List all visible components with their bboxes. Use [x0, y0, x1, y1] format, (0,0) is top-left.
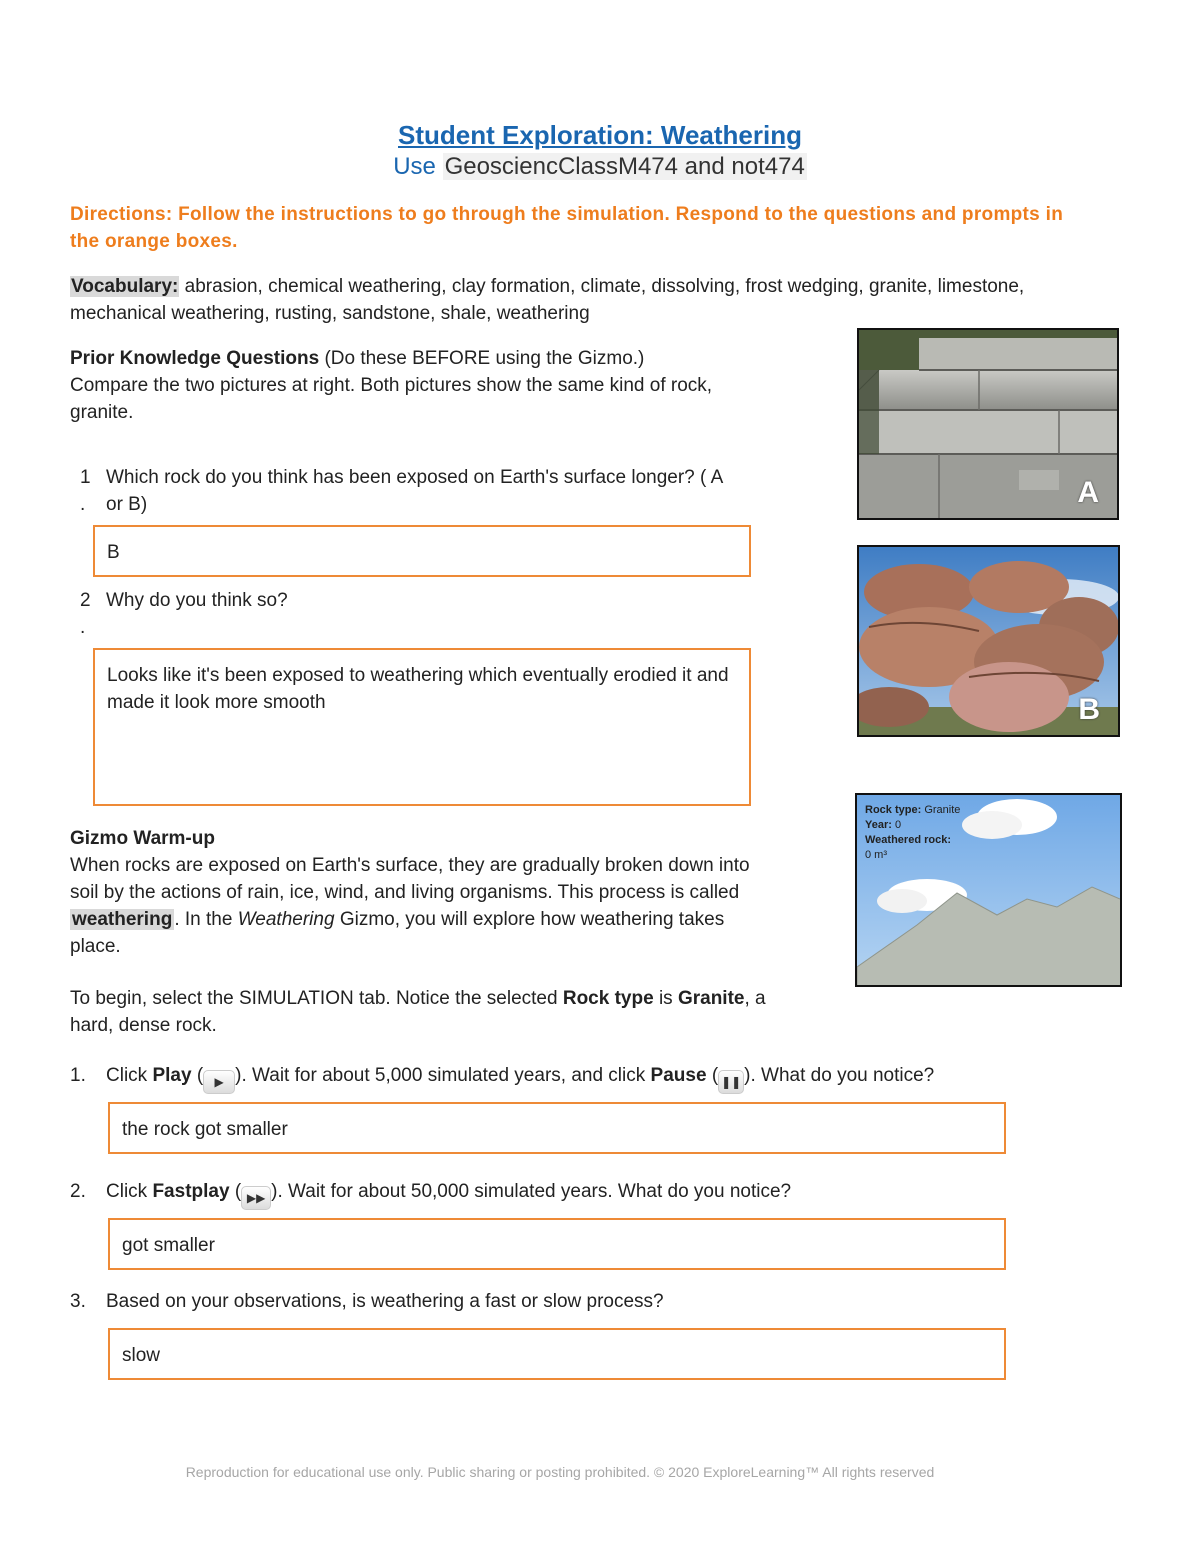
step-text-part: ). Wait for about 5,000 simulated years, and click [235, 1065, 646, 1086]
step-text [106, 1178, 1146, 1210]
prior-knowledge-heading: Prior Knowledge Questions [70, 348, 320, 369]
vocabulary-terms: abrasion, chemical weathering, clay formation, climate, dissolving, frost wedging, granite, limestone, mechanical weathering, rusting, sandstone, shale, weathering [70, 276, 1025, 324]
year-label: Year: [865, 819, 892, 831]
year-readout [865, 818, 960, 833]
fastplay-term: Fastplay [152, 1181, 230, 1202]
question-text: Which rock do you think has been exposed on Earth's surface longer? ( A or B) [106, 467, 723, 515]
prior-knowledge-intro: Compare the two pictures at right. Both pictures show the same kind of rock, granite. [70, 375, 713, 423]
gizmo-simulation-screenshot [855, 793, 1122, 987]
question-number: 2 [80, 590, 91, 611]
granite-photo-a [857, 328, 1119, 520]
copyright-footer: Reproduction for educational use only. Public sharing or posting prohibited. © 2020 ExploreLearning™ All rights reserved [185, 1464, 935, 1480]
pause-icon: ❚❚ [718, 1070, 744, 1094]
prior-knowledge-heading-line [70, 345, 790, 372]
question-text: Why do you think so? [106, 590, 288, 611]
vocabulary-paragraph [70, 273, 1080, 327]
answer-box-prior-1[interactable]: B [93, 525, 751, 577]
begin-text-1: To begin, select the SIMULATION tab. Notice the selected [70, 988, 558, 1009]
subtitle-use: Use [393, 153, 436, 180]
rock-type-label: Rock type: [865, 804, 922, 816]
answer-box-step-2[interactable]: got smaller [108, 1218, 1006, 1270]
question-number-dot: . [80, 494, 86, 515]
step-number: 3. [70, 1291, 86, 1312]
step-text-part: ( [234, 1181, 242, 1202]
step-text-part: ). Wait for about 50,000 simulated years. What do you notice? [271, 1181, 792, 1202]
question-number: 1 [80, 467, 91, 488]
granite-photo-b [857, 545, 1120, 737]
granite-term: Granite [677, 988, 745, 1009]
step-1 [70, 1062, 1150, 1092]
pause-term: Pause [650, 1065, 707, 1086]
step-text: Based on your observations, is weathering a fast or slow process? [106, 1291, 664, 1312]
begin-text-3: , a hard, dense rock. [70, 988, 766, 1036]
page-subtitle [0, 152, 1200, 182]
answer-box-step-3[interactable]: slow [108, 1328, 1006, 1380]
directions-text: Directions: Follow the instructions to go through the simulation. Respond to the questions and prompts in the orange boxes. [70, 204, 1064, 252]
question-number-dot: . [80, 617, 86, 638]
warmup-text-3: Gizmo, you will explore how weathering takes place. [70, 909, 725, 957]
photo-b-label: B [1078, 693, 1100, 726]
begin-text-2: is [658, 988, 673, 1009]
prior-question-2 [70, 587, 770, 643]
step-text-part: ). What do you notice? [744, 1065, 935, 1086]
warmup-heading: Gizmo Warm-up [70, 828, 215, 849]
simulation-readout [865, 803, 960, 863]
fastplay-icon: ▶▶ [241, 1186, 271, 1210]
warmup-section [70, 825, 790, 960]
year-value: 0 [894, 819, 902, 831]
prior-knowledge-note: (Do these BEFORE using the Gizmo.) [324, 348, 645, 369]
step-3 [70, 1288, 1150, 1318]
weathered-rock-value: 0 m³ [865, 849, 887, 861]
answer-box-prior-2[interactable]: Looks like it's been exposed to weathering which eventually erodied it and made it look more smooth [93, 648, 751, 806]
step-2 [70, 1178, 1150, 1208]
step-text [106, 1062, 1146, 1094]
warmup-paragraph [70, 852, 770, 960]
step-number: 2. [70, 1181, 86, 1202]
step-number: 1. [70, 1065, 86, 1086]
answer-box-step-1[interactable]: the rock got smaller [108, 1102, 1006, 1154]
play-icon: ▶ [203, 1070, 235, 1094]
prior-knowledge-section [70, 345, 790, 426]
begin-paragraph [70, 985, 790, 1039]
step-text-part: ( [196, 1065, 204, 1086]
warmup-text-2: . In the [174, 909, 233, 930]
vocabulary-label: Vocabulary: [71, 276, 179, 297]
page-title: Student Exploration: Weathering [398, 120, 802, 150]
weathered-rock-label: Weathered rock: [865, 834, 951, 846]
subtitle-class-code: GeosciencClassM474 and not474 [444, 153, 805, 180]
step-text-part: Click [106, 1181, 148, 1202]
step-text-part: ( [711, 1065, 719, 1086]
photo-a-label: A [1077, 476, 1099, 509]
prior-question-1 [70, 464, 770, 520]
play-term: Play [152, 1065, 192, 1086]
rock-type-term: Rock type [562, 988, 654, 1009]
rock-type-readout [865, 803, 960, 818]
step-text-part: Click [106, 1065, 148, 1086]
warmup-text-1: When rocks are exposed on Earth's surface, they are gradually broken down into soil by the actions of rain, ice, wind, and living organisms. This process is called [70, 855, 750, 903]
rock-type-value: Granite [924, 804, 961, 816]
weathering-term: weathering [72, 909, 173, 930]
gizmo-name: Weathering [237, 909, 335, 930]
